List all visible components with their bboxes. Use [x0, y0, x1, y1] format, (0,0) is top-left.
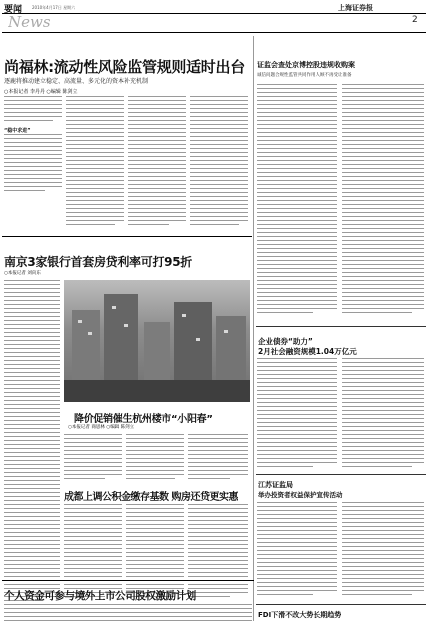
main-body-col3: [128, 96, 186, 232]
right-rule-2: [256, 474, 426, 475]
mortgage-headline: 南京3家银行首套房贷利率可打95折: [4, 255, 192, 269]
equity-headline: 个人资金可参与境外上市公司股权激励计划: [4, 590, 196, 602]
enterprise-subheadline: 2月社会融资规模1.04万亿元: [258, 347, 357, 356]
right-top-subheadline: 诚信问题合规性监管共同作用人顾不再受让准备: [257, 73, 352, 78]
fdi-body: [257, 620, 423, 626]
main-subsection: “稳中求进”: [4, 128, 31, 134]
brand-logo: 上海证券报: [338, 3, 373, 12]
masthead-rule: [2, 13, 426, 14]
right-rule-3: [256, 604, 426, 605]
section-title-en: News: [8, 13, 51, 31]
masthead-bottom-rule: [2, 32, 426, 33]
mortgage-body-col1: [4, 280, 60, 610]
column-divider-right: [253, 36, 254, 621]
main-body-col1b: [4, 134, 62, 232]
jiangsu-body-col2: [342, 502, 424, 602]
jiangsu-headline: 江苏证监局: [258, 481, 293, 489]
main-body-col1: [4, 96, 62, 126]
right-rule-1: [256, 326, 426, 327]
photo-crowd: [64, 380, 250, 402]
right-top-body-col2: [342, 84, 424, 320]
photo-text-col3: [188, 434, 248, 482]
photo-caption: 降价促销催生杭州楼市“小阳春”: [74, 414, 213, 425]
chengdu-headline: 成都上调公积金缴存基数 购房还贷更实惠: [64, 492, 238, 503]
jiangsu-subheadline: 举办投资者权益保护宣传活动: [258, 491, 343, 499]
fdi-headline: FDI下滑不改大势长期趋势: [258, 611, 342, 619]
section-rule-1: [2, 236, 252, 237]
section-rule-bottom: [2, 580, 254, 581]
jiangsu-body-col1: [257, 502, 337, 602]
photo-text-col2: [126, 434, 184, 482]
right-top-body-col1: [257, 84, 337, 320]
section-title: 要闻: [4, 5, 23, 15]
main-byline: ○本报记者 李丹丹 ○编辑 陈剑立: [4, 89, 78, 95]
main-subheadline: 逐鹿将推动建立稳定、高流量、多元化的资本补充机制: [4, 78, 149, 85]
main-headline: 尚福林:流动性风险监管规则适时出台: [4, 58, 245, 76]
photo-text-col1: [64, 434, 122, 482]
enterprise-body-col2: [342, 358, 424, 474]
mortgage-dateline: ○本报记者 刘向东: [4, 271, 41, 276]
page-number: 2: [412, 15, 418, 25]
equity-body: [4, 604, 252, 624]
enterprise-headline: 企业债券“助力”: [258, 337, 313, 346]
real-estate-photo: [64, 280, 250, 402]
chengdu-body-col3: [188, 504, 248, 602]
right-top-headline: 证监会查处京博控股违规收购案: [257, 61, 355, 69]
main-body-col2: [66, 96, 124, 232]
enterprise-body-col1: [257, 358, 337, 474]
photo-credit: ○本报记者 商思林 ○编辑 陈剑立: [68, 425, 135, 430]
main-body-col4: [190, 96, 248, 232]
dateline: 2010年4月17日 星期六: [32, 5, 76, 10]
